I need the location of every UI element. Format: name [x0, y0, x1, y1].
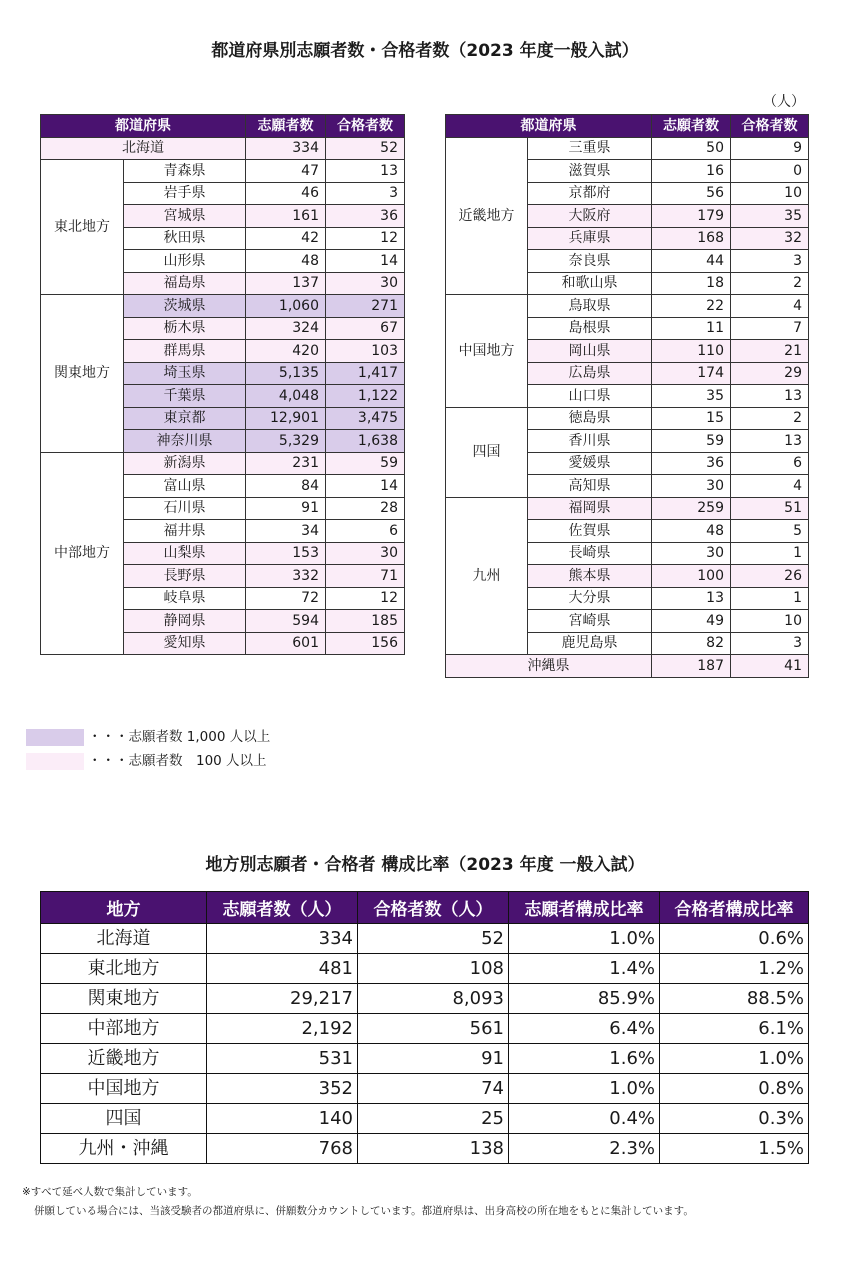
passed-cell: 13 [731, 385, 809, 408]
ratio-header: 志願者構成比率 [509, 892, 660, 924]
pref-name: 愛媛県 [528, 452, 652, 475]
passed-cell: 21 [731, 340, 809, 363]
header-applicants: 志願者数 [246, 115, 326, 138]
table-row [41, 1014, 809, 1044]
pref-name: 福島県 [124, 272, 246, 295]
pref-name: 福井県 [124, 520, 246, 543]
passed-cell: 52 [326, 137, 405, 160]
applicants-cell: 42 [246, 227, 326, 250]
region-cell: 近畿地方 [41, 1044, 207, 1074]
passed-cell: 67 [326, 317, 405, 340]
passed-cell: 4 [731, 475, 809, 498]
applicants-cell: 420 [246, 340, 326, 363]
passed-cell: 1,417 [326, 362, 405, 385]
applicants-cell: 59 [652, 430, 731, 453]
applicants-cell: 352 [207, 1074, 358, 1104]
pref-name: 大阪府 [528, 205, 652, 228]
applicants-cell: 187 [652, 655, 731, 678]
pref-name: 沖縄県 [446, 655, 652, 678]
legend-high [26, 725, 270, 746]
pref-name: 栃木県 [124, 317, 246, 340]
pref-name: 青森県 [124, 160, 246, 183]
header-pref: 都道府県 [41, 115, 246, 138]
applicants-cell: 34 [246, 520, 326, 543]
ratio-header: 地方 [41, 892, 207, 924]
pref-name: 福岡県 [528, 497, 652, 520]
applicants-cell: 324 [246, 317, 326, 340]
footnote: 併願している場合には、当該受験者の都道府県に、併願数分カウントしています。都道府県は、出身高校の所在地をもとに集計しています。 [34, 1205, 694, 1217]
passed-cell: 3 [326, 182, 405, 205]
passed-cell: 14 [326, 475, 405, 498]
region-cell: 中国地方 [41, 1074, 207, 1104]
table-row [41, 1104, 809, 1134]
region-cell: 東北地方 [41, 954, 207, 984]
applicants-cell: 16 [652, 160, 731, 183]
applicants-cell: 137 [246, 272, 326, 295]
table-row [41, 1134, 809, 1164]
applicants-cell: 84 [246, 475, 326, 498]
ratio-header: 合格者数（人） [358, 892, 509, 924]
passed-cell: 108 [358, 954, 509, 984]
applicants-cell: 231 [246, 452, 326, 475]
pref-name: 茨城県 [124, 295, 246, 318]
table-row [41, 924, 809, 954]
passed-ratio-cell: 88.5% [660, 984, 809, 1014]
region-label: 九州 [446, 497, 528, 655]
pref-name: 山梨県 [124, 542, 246, 565]
legend-swatch-high [26, 729, 84, 746]
pref-name: 高知県 [528, 475, 652, 498]
pref-name: 埼玉県 [124, 362, 246, 385]
table-row [41, 137, 405, 160]
footnote: ※すべて延べ人数で集計しています。 [22, 1186, 198, 1198]
applicants-cell: 5,329 [246, 430, 326, 453]
region-label: 中国地方 [446, 295, 528, 408]
passed-ratio-cell: 1.2% [660, 954, 809, 984]
passed-cell: 2 [731, 407, 809, 430]
page-title: 都道府県別志願者数・合格者数（2023 年度一般入試） [211, 41, 639, 61]
passed-cell: 13 [731, 430, 809, 453]
applicants-cell: 44 [652, 250, 731, 273]
applicants-cell: 48 [246, 250, 326, 273]
pref-name: 静岡県 [124, 610, 246, 633]
ratio-title: 地方別志願者・合格者 構成比率（2023 年度 一般入試） [205, 855, 645, 875]
pref-name: 北海道 [41, 137, 246, 160]
passed-cell: 10 [731, 182, 809, 205]
pref-name: 神奈川県 [124, 430, 246, 453]
applicants-cell: 56 [652, 182, 731, 205]
pref-name: 岩手県 [124, 182, 246, 205]
passed-cell: 14 [326, 250, 405, 273]
applicants-cell: 50 [652, 137, 731, 160]
passed-cell: 3 [731, 632, 809, 655]
region-cell: 北海道 [41, 924, 207, 954]
passed-cell: 36 [326, 205, 405, 228]
applicants-cell: 5,135 [246, 362, 326, 385]
pref-name: 新潟県 [124, 452, 246, 475]
passed-cell: 3 [731, 250, 809, 273]
passed-cell: 35 [731, 205, 809, 228]
passed-cell: 271 [326, 295, 405, 318]
applicants-cell: 332 [246, 565, 326, 588]
table-row [446, 407, 809, 430]
table-row [41, 984, 809, 1014]
pref-name: 宮城県 [124, 205, 246, 228]
table-row [41, 1044, 809, 1074]
passed-ratio-cell: 6.1% [660, 1014, 809, 1044]
region-cell: 四国 [41, 1104, 207, 1134]
pref-name: 東京都 [124, 407, 246, 430]
table-row [446, 497, 809, 520]
passed-cell: 30 [326, 272, 405, 295]
pref-name: 熊本県 [528, 565, 652, 588]
passed-ratio-cell: 0.8% [660, 1074, 809, 1104]
applicants-cell: 174 [652, 362, 731, 385]
applicant-ratio-cell: 85.9% [509, 984, 660, 1014]
pref-name: 徳島県 [528, 407, 652, 430]
applicant-ratio-cell: 2.3% [509, 1134, 660, 1164]
passed-cell: 1,122 [326, 385, 405, 408]
applicants-cell: 110 [652, 340, 731, 363]
applicants-cell: 47 [246, 160, 326, 183]
applicants-cell: 768 [207, 1134, 358, 1164]
applicants-cell: 82 [652, 632, 731, 655]
applicants-cell: 100 [652, 565, 731, 588]
applicant-ratio-cell: 1.0% [509, 1074, 660, 1104]
pref-name: 岡山県 [528, 340, 652, 363]
legend-text-mid: ・・・志願者数 100 人以上 [88, 753, 267, 769]
pref-name: 鹿児島県 [528, 632, 652, 655]
passed-cell: 6 [731, 452, 809, 475]
passed-cell: 138 [358, 1134, 509, 1164]
table-header-row [41, 892, 809, 924]
applicants-cell: 22 [652, 295, 731, 318]
applicants-cell: 481 [207, 954, 358, 984]
passed-cell: 32 [731, 227, 809, 250]
passed-cell: 52 [358, 924, 509, 954]
passed-cell: 51 [731, 497, 809, 520]
applicants-cell: 13 [652, 587, 731, 610]
region-label: 四国 [446, 407, 528, 497]
prefecture-table-left [40, 114, 405, 655]
applicants-cell: 259 [652, 497, 731, 520]
applicants-cell: 179 [652, 205, 731, 228]
pref-name: 富山県 [124, 475, 246, 498]
applicants-cell: 334 [207, 924, 358, 954]
applicants-cell: 18 [652, 272, 731, 295]
passed-cell: 29 [731, 362, 809, 385]
passed-cell: 28 [326, 497, 405, 520]
applicants-cell: 72 [246, 587, 326, 610]
table-row [41, 160, 405, 183]
applicants-cell: 153 [246, 542, 326, 565]
ratio-table [40, 891, 809, 1164]
pref-name: 宮崎県 [528, 610, 652, 633]
passed-cell: 59 [326, 452, 405, 475]
pref-name: 岐阜県 [124, 587, 246, 610]
passed-cell: 0 [731, 160, 809, 183]
table-row [446, 655, 809, 678]
legend-swatch-mid [26, 753, 84, 770]
pref-name: 兵庫県 [528, 227, 652, 250]
applicants-cell: 12,901 [246, 407, 326, 430]
passed-cell: 13 [326, 160, 405, 183]
passed-cell: 91 [358, 1044, 509, 1074]
pref-name: 三重県 [528, 137, 652, 160]
applicants-cell: 168 [652, 227, 731, 250]
pref-name: 秋田県 [124, 227, 246, 250]
passed-ratio-cell: 1.0% [660, 1044, 809, 1074]
region-label: 中部地方 [41, 452, 124, 655]
passed-cell: 25 [358, 1104, 509, 1134]
region-cell: 中部地方 [41, 1014, 207, 1044]
prefecture-table-right [445, 114, 809, 678]
applicant-ratio-cell: 1.4% [509, 954, 660, 984]
applicants-cell: 91 [246, 497, 326, 520]
header-passed: 合格者数 [326, 115, 405, 138]
region-label: 近畿地方 [446, 137, 528, 295]
region-label: 関東地方 [41, 295, 124, 453]
pref-name: 長野県 [124, 565, 246, 588]
region-label: 東北地方 [41, 160, 124, 295]
applicants-cell: 48 [652, 520, 731, 543]
applicants-cell: 2,192 [207, 1014, 358, 1044]
passed-cell: 3,475 [326, 407, 405, 430]
table-row [41, 295, 405, 318]
header-applicants: 志願者数 [652, 115, 731, 138]
applicant-ratio-cell: 1.0% [509, 924, 660, 954]
table-row [446, 295, 809, 318]
pref-name: 山形県 [124, 250, 246, 273]
applicants-cell: 46 [246, 182, 326, 205]
passed-cell: 71 [326, 565, 405, 588]
applicants-cell: 11 [652, 317, 731, 340]
applicants-cell: 30 [652, 542, 731, 565]
pref-name: 滋賀県 [528, 160, 652, 183]
pref-name: 京都府 [528, 182, 652, 205]
applicants-cell: 334 [246, 137, 326, 160]
pref-name: 香川県 [528, 430, 652, 453]
ratio-header: 合格者構成比率 [660, 892, 809, 924]
pref-name: 鳥取県 [528, 295, 652, 318]
pref-name: 石川県 [124, 497, 246, 520]
header-passed: 合格者数 [731, 115, 809, 138]
pref-name: 島根県 [528, 317, 652, 340]
table-row [446, 137, 809, 160]
passed-cell: 10 [731, 610, 809, 633]
pref-name: 和歌山県 [528, 272, 652, 295]
applicants-cell: 36 [652, 452, 731, 475]
passed-cell: 41 [731, 655, 809, 678]
pref-name: 大分県 [528, 587, 652, 610]
applicants-cell: 1,060 [246, 295, 326, 318]
passed-cell: 156 [326, 632, 405, 655]
table-header-row [41, 115, 405, 138]
passed-cell: 12 [326, 587, 405, 610]
region-cell: 九州・沖縄 [41, 1134, 207, 1164]
passed-cell: 7 [731, 317, 809, 340]
legend-text-high: ・・・志願者数 1,000 人以上 [88, 729, 271, 745]
passed-cell: 9 [731, 137, 809, 160]
passed-cell: 1 [731, 587, 809, 610]
applicants-cell: 4,048 [246, 385, 326, 408]
ratio-header: 志願者数（人） [207, 892, 358, 924]
table-row [41, 1074, 809, 1104]
passed-cell: 30 [326, 542, 405, 565]
applicants-cell: 49 [652, 610, 731, 633]
passed-cell: 1,638 [326, 430, 405, 453]
applicants-cell: 15 [652, 407, 731, 430]
passed-cell: 74 [358, 1074, 509, 1104]
passed-cell: 5 [731, 520, 809, 543]
passed-ratio-cell: 1.5% [660, 1134, 809, 1164]
applicant-ratio-cell: 6.4% [509, 1014, 660, 1044]
pref-name: 佐賀県 [528, 520, 652, 543]
passed-cell: 4 [731, 295, 809, 318]
applicants-cell: 594 [246, 610, 326, 633]
passed-cell: 12 [326, 227, 405, 250]
applicants-cell: 30 [652, 475, 731, 498]
pref-name: 奈良県 [528, 250, 652, 273]
header-pref: 都道府県 [446, 115, 652, 138]
applicants-cell: 29,217 [207, 984, 358, 1014]
pref-name: 愛知県 [124, 632, 246, 655]
region-cell: 関東地方 [41, 984, 207, 1014]
table-row [41, 452, 405, 475]
applicant-ratio-cell: 0.4% [509, 1104, 660, 1134]
applicant-ratio-cell: 1.6% [509, 1044, 660, 1074]
passed-cell: 561 [358, 1014, 509, 1044]
passed-cell: 2 [731, 272, 809, 295]
pref-name: 千葉県 [124, 385, 246, 408]
applicants-cell: 601 [246, 632, 326, 655]
passed-cell: 6 [326, 520, 405, 543]
pref-name: 広島県 [528, 362, 652, 385]
applicants-cell: 161 [246, 205, 326, 228]
pref-name: 群馬県 [124, 340, 246, 363]
passed-ratio-cell: 0.3% [660, 1104, 809, 1134]
passed-cell: 185 [326, 610, 405, 633]
applicants-cell: 531 [207, 1044, 358, 1074]
table-header-row [446, 115, 809, 138]
passed-cell: 8,093 [358, 984, 509, 1014]
table-row [41, 954, 809, 984]
pref-name: 長崎県 [528, 542, 652, 565]
passed-cell: 26 [731, 565, 809, 588]
passed-cell: 1 [731, 542, 809, 565]
legend-mid [26, 749, 267, 770]
applicants-cell: 140 [207, 1104, 358, 1134]
pref-name: 山口県 [528, 385, 652, 408]
passed-cell: 103 [326, 340, 405, 363]
unit-label: （人） [763, 94, 805, 110]
applicants-cell: 35 [652, 385, 731, 408]
passed-ratio-cell: 0.6% [660, 924, 809, 954]
